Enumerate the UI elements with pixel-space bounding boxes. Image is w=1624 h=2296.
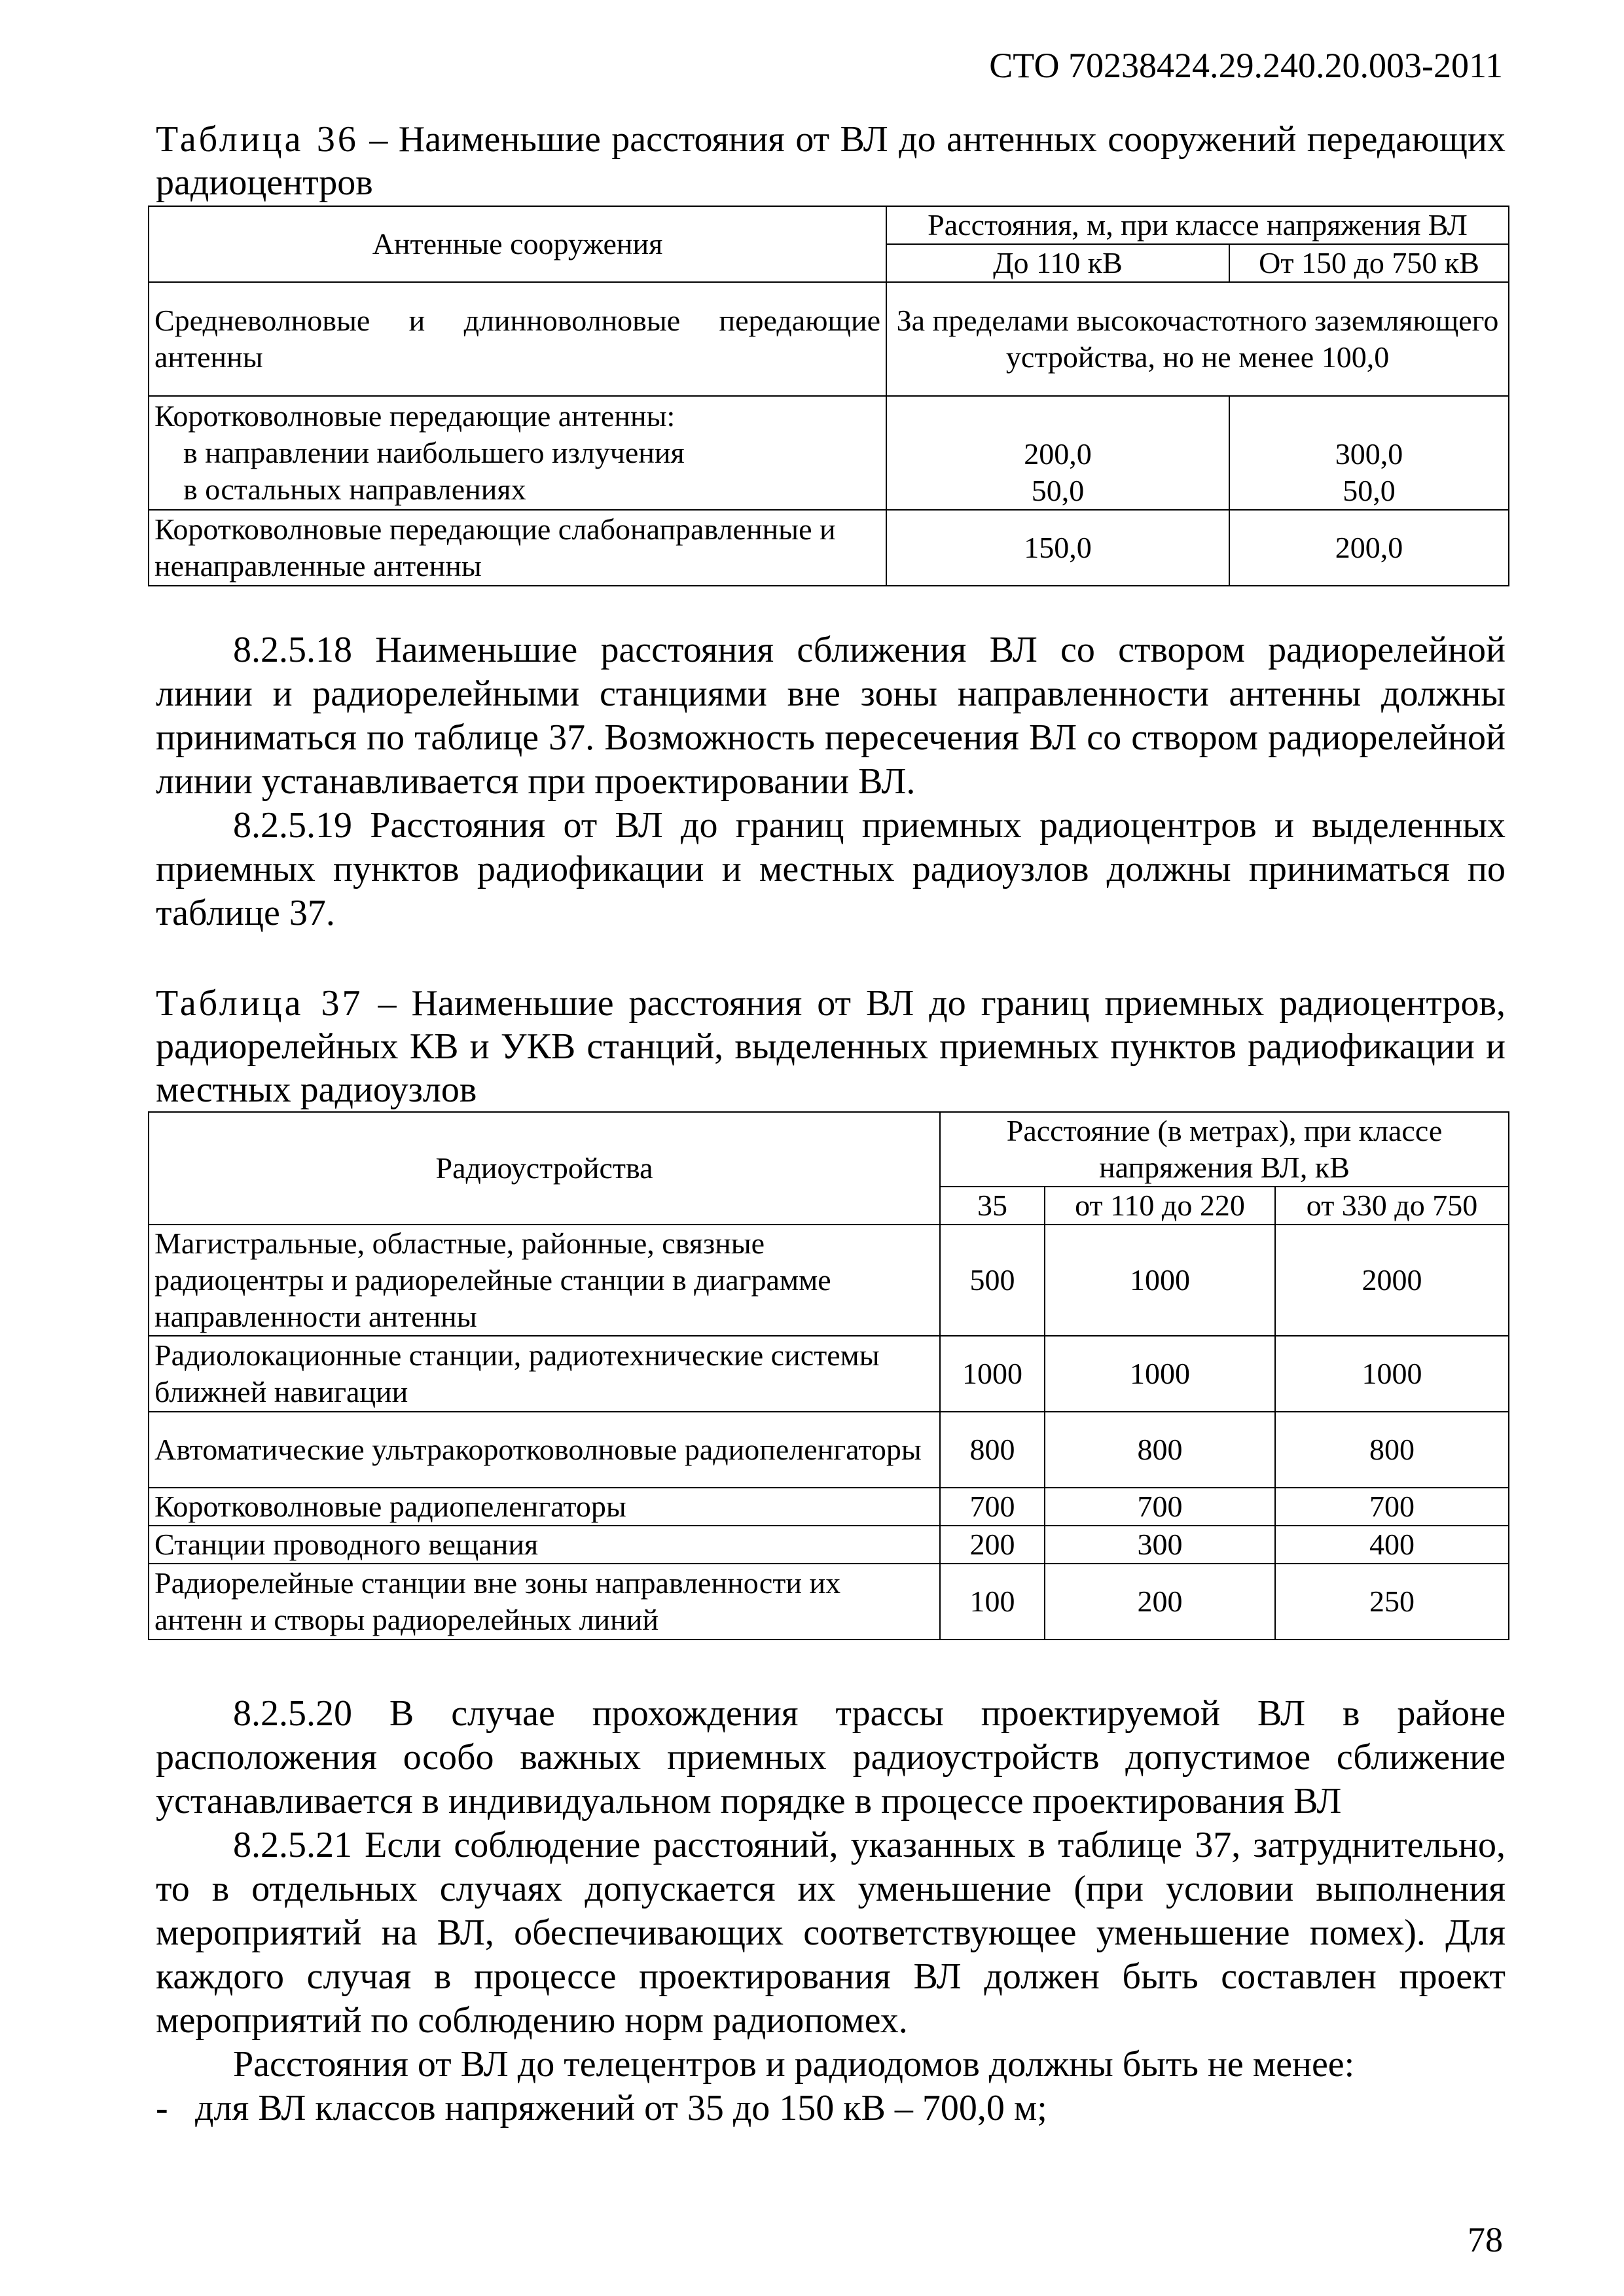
table-37-row5-v2: 300 bbox=[1045, 1526, 1275, 1564]
paragraph-distances-intro: Расстояния от ВЛ до телецентров и радиодомов должны быть не менее: bbox=[233, 2044, 1355, 2085]
table-36-row2-sub1-v2: 300,0 bbox=[1335, 437, 1403, 471]
table-36-label: Таблица 36 bbox=[156, 119, 359, 160]
table-37-row2-name: Радиолокационные станции, радиотехнические системы ближней навигации bbox=[149, 1336, 940, 1412]
table-36-row2-name bbox=[149, 396, 886, 510]
table-36-row2-sub2-v2: 50,0 bbox=[1343, 474, 1396, 507]
table-37-row1-v2: 1000 bbox=[1045, 1225, 1275, 1336]
paragraph-8-2-5-19: 8.2.5.19 Расстояния от ВЛ до границ приемных радиоцентров и выделенных приемных пунктов радиофикации и местных радиоузлов должны приниматься по таблице 37. bbox=[156, 805, 1506, 933]
table-row bbox=[149, 1225, 1509, 1336]
bullet-text: для ВЛ классов напряжений от 35 до 150 кВ – 700,0 м; bbox=[195, 2088, 1047, 2128]
table-37-title: – Наименьшие расстояния от ВЛ до границ приемных радиоцентров, радиорелейных КВ и УКВ станций, выделенных приемных пунктов радиофикации и местных радиоузлов bbox=[156, 983, 1506, 1110]
table-36-row3-v2: 200,0 bbox=[1229, 510, 1509, 586]
table-37-row2-v2: 1000 bbox=[1045, 1336, 1275, 1412]
table-37-row3-v1: 800 bbox=[940, 1412, 1045, 1488]
table-37-row5-name: Станции проводного вещания bbox=[149, 1526, 940, 1564]
bullet-dash: - bbox=[156, 2088, 168, 2128]
table-row bbox=[149, 1526, 1509, 1564]
paragraph-8-2-5-21: 8.2.5.21 Если соблюдение расстояний, указанных в таблице 37, затруднительно, то в отдельных случаях допускается их уменьшение (при условии выполнения мероприятий на ВЛ, обеспечивающих соответствующее уменьшение помех). Для каждого случая в процессе проектирования ВЛ должен быть составлен проект мероприятий по соблюдению норм радиопомех. bbox=[156, 1825, 1506, 2041]
table-36-row3-name: Коротковолновые передающие слабонаправленные и ненаправленные антенны bbox=[149, 510, 886, 586]
table-37-row3-name: Автоматические ультракоротковолновые радиопеленгаторы bbox=[149, 1412, 940, 1488]
table-37-row3-v2: 800 bbox=[1045, 1412, 1275, 1488]
table-37-row6-v1: 100 bbox=[940, 1564, 1045, 1640]
table-37-head-group: Расстояние (в метрах), при классе напряжения ВЛ, кВ bbox=[940, 1112, 1509, 1187]
table-37-caption bbox=[156, 982, 1506, 1111]
table-36-row2-col2 bbox=[886, 396, 1229, 510]
table-37-row4-name: Коротковолновые радиопеленгаторы bbox=[149, 1488, 940, 1526]
table-37-row4-v1: 700 bbox=[940, 1488, 1045, 1526]
table-36-row2-sub2: в остальных направлениях bbox=[183, 473, 526, 506]
table-36-row2-col3 bbox=[1229, 396, 1509, 510]
table-36-head-group: Расстояния, м, при классе напряжения ВЛ bbox=[886, 206, 1509, 244]
paragraph-8-2-5-18: 8.2.5.18 Наименьшие расстояния сближения ВЛ со створом радиорелейной линии и радиорелейными станциями вне зоны направленности антенны должны приниматься по таблице 37. Возможность пересечения ВЛ со створом радиорелейной линии устанавливается при проектировании ВЛ. bbox=[156, 630, 1506, 802]
table-row bbox=[149, 1488, 1509, 1526]
table-37-row5-v1: 200 bbox=[940, 1526, 1045, 1564]
table-36-head-col1: Антенные сооружения bbox=[149, 206, 886, 282]
table-row bbox=[149, 1412, 1509, 1488]
paragraph-8-2-5-20: 8.2.5.20 В случае прохождения трассы проектируемой ВЛ в районе расположения особо важных приемных радиоустройств допустимое сближение устанавливается в индивидуальном порядке в процессе проектирования ВЛ bbox=[156, 1693, 1506, 1821]
table-36-head-sub1: До 110 кВ bbox=[886, 244, 1229, 282]
table-36-row2-title: Коротковолновые передающие антенны: bbox=[154, 399, 676, 433]
table-37-row3-v3: 800 bbox=[1275, 1412, 1509, 1488]
table-36-row2-sub1: в направлении наибольшего излучения bbox=[183, 436, 685, 469]
table-37-head-col1: Радиоустройства bbox=[149, 1112, 940, 1225]
table-37-head-sub1: 35 bbox=[940, 1187, 1045, 1225]
table-36-row1-name: Средневолновые и длинноволновые передающие антенны bbox=[149, 282, 886, 396]
table-37-row6-v3: 250 bbox=[1275, 1564, 1509, 1640]
table-36-title: – Наименьшие расстояния от ВЛ до антенных сооружений передающих радиоцентров bbox=[156, 119, 1506, 203]
page-number: 78 bbox=[1468, 2220, 1503, 2259]
table-37-row1-name: Магистральные, областные, районные, связные радиоцентры и радиорелейные станции в диаграмме направленности антенны bbox=[149, 1225, 940, 1336]
table-37-row1-v1: 500 bbox=[940, 1225, 1045, 1336]
table-row bbox=[149, 1336, 1509, 1412]
table-36-head-sub2: От 150 до 750 кВ bbox=[1229, 244, 1509, 282]
table-36-row2-sub2-v1: 50,0 bbox=[1031, 474, 1085, 507]
document-code: СТО 70238424.29.240.20.003-2011 bbox=[989, 46, 1503, 85]
table-37 bbox=[148, 1111, 1509, 1640]
table-36 bbox=[148, 206, 1509, 586]
table-37-row6-v2: 200 bbox=[1045, 1564, 1275, 1640]
table-37-row1-v3: 2000 bbox=[1275, 1225, 1509, 1336]
bullet-item bbox=[156, 2087, 1506, 2130]
table-37-row4-v2: 700 bbox=[1045, 1488, 1275, 1526]
table-row bbox=[149, 1564, 1509, 1640]
table-37-head-sub2: от 110 до 220 bbox=[1045, 1187, 1275, 1225]
table-37-head-sub3: от 330 до 750 bbox=[1275, 1187, 1509, 1225]
table-36-row3-v1: 150,0 bbox=[886, 510, 1229, 586]
table-36-row2-sub1-v1: 200,0 bbox=[1024, 437, 1092, 471]
table-37-row2-v3: 1000 bbox=[1275, 1336, 1509, 1412]
table-37-label: Таблица 37 bbox=[156, 983, 363, 1024]
table-37-row4-v3: 700 bbox=[1275, 1488, 1509, 1526]
table-36-caption bbox=[156, 118, 1506, 204]
table-37-row6-name: Радиорелейные станции вне зоны направленности их антенн и створы радиорелейных линий bbox=[149, 1564, 940, 1640]
table-37-row5-v3: 400 bbox=[1275, 1526, 1509, 1564]
table-36-row1-value: За пределами высокочастотного заземляющего устройства, но не менее 100,0 bbox=[886, 282, 1509, 396]
table-37-row2-v1: 1000 bbox=[940, 1336, 1045, 1412]
